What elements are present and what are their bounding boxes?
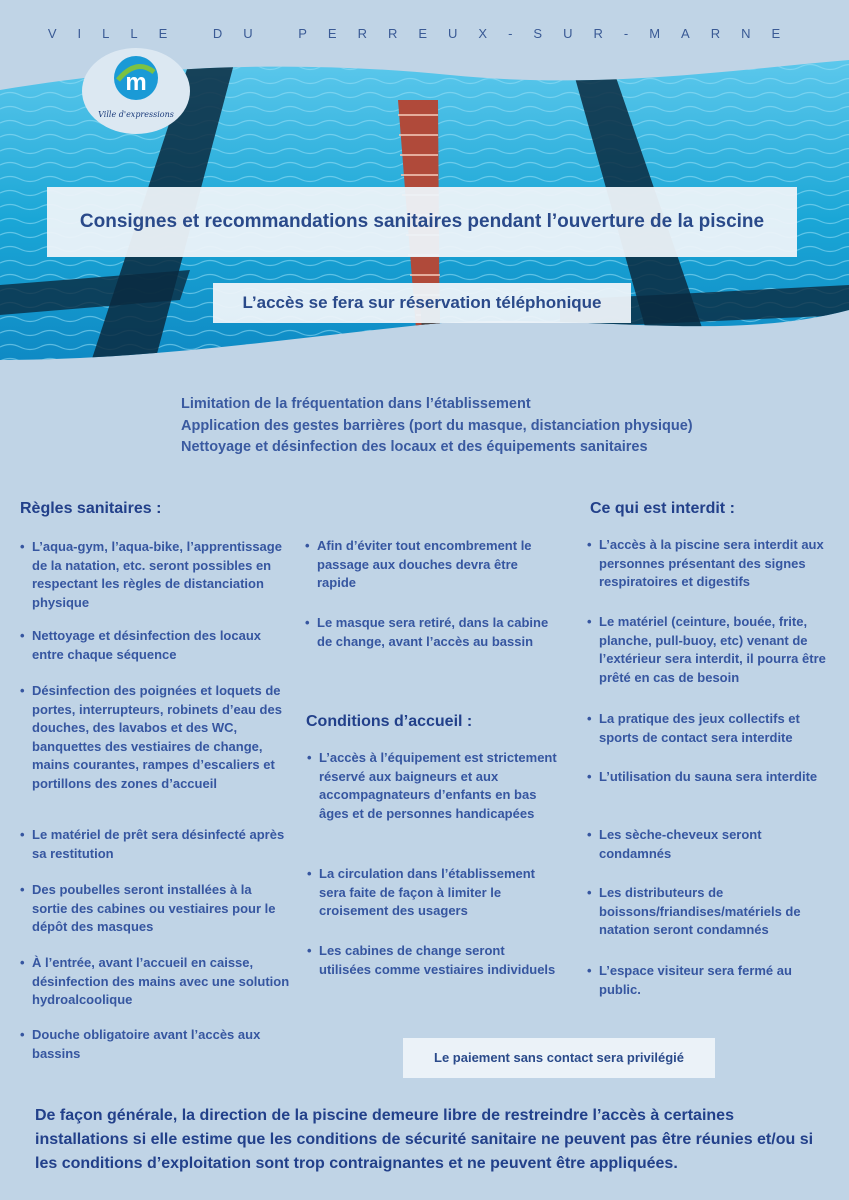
conditions-title: Conditions d’accueil :: [306, 713, 473, 730]
intro-line: Nettoyage et désinfection des locaux et des équipements sanitaires: [181, 439, 648, 455]
intro-list: [181, 394, 801, 459]
city-logo: [82, 48, 190, 134]
list-item: • Les sèche-cheveux seront condamnés: [587, 826, 832, 863]
logo-tagline: Ville d'expressions: [98, 110, 174, 119]
regles-title: Règles sanitaires :: [20, 500, 162, 517]
list-item: • Le matériel de prêt sera désinfecté après sa restitution: [20, 826, 290, 863]
footer-note: De façon générale, la direction de la piscine demeure libre de restreindre l’accès à certaines installations si elle estime que les conditions de sécurité sanitaire ne peuvent pas être réunies et/ou si les conditions d’exploitation sont trop contraignantes et ne peuvent être appliquées.: [35, 1107, 814, 1172]
svg-text:m: m: [125, 69, 147, 96]
list-item: • L’accès à l’équipement est strictement réservé aux baigneurs et aux accompagnateurs d’enfants en bas âges et de personnes handicapées: [307, 749, 557, 823]
list-item: • L’utilisation du sauna sera interdite: [587, 768, 832, 787]
interdit-title: Ce qui est interdit :: [590, 500, 735, 517]
list-item: • L’aqua-gym, l’aqua-bike, l’apprentissage de la natation, etc. seront possibles en respectant les règles de distanciation physique: [20, 538, 290, 612]
list-item: • Nettoyage et désinfection des locaux entre chaque séquence: [20, 627, 290, 664]
list-item: • Les cabines de change seront utilisées comme vestiaires individuels: [307, 942, 557, 979]
intro-line: Application des gestes barrières (port du masque, distanciation physique): [181, 417, 693, 434]
intro-line: Limitation de la fréquentation dans l’établissement: [181, 396, 531, 412]
list-item: • L’accès à la piscine sera interdit aux personnes présentant des signes respiratoires et digestifs: [587, 536, 832, 592]
reservation-banner: L’accès se fera sur réservation téléphonique: [213, 283, 631, 323]
list-item: • La circulation dans l’établissement sera faite de façon à limiter le croisement des usagers: [307, 865, 557, 921]
payment-banner: Le paiement sans contact sera privilégié: [403, 1038, 715, 1078]
list-item: • Afin d’éviter tout encombrement le passage aux douches devra être rapide: [305, 537, 555, 593]
list-item: • La pratique des jeux collectifs et sports de contact sera interdite: [587, 710, 832, 747]
page-title: Consignes et recommandations sanitaires pendant l’ouverture de la piscine: [47, 187, 797, 257]
list-item: • Les distributeurs de boissons/friandises/matériels de natation seront condamnés: [587, 884, 832, 940]
list-item: • Désinfection des poignées et loquets de portes, interrupteurs, robinets d’eau des douches, des lavabos et des WC, banquettes des vestiaires de change, mains courantes, rampes d’escaliers et portillons des zones d’accueil: [20, 682, 290, 793]
list-item: • Le masque sera retiré, dans la cabine de change, avant l’accès au bassin: [305, 614, 555, 651]
list-item: • Douche obligatoire avant l’accès aux bassins: [20, 1026, 290, 1063]
city-header: VILLE DU PERREUX-SUR-MARNE: [47, 26, 802, 41]
list-item: • À l’entrée, avant l’accueil en caisse, désinfection des mains avec une solution hydroalcoolique: [20, 954, 290, 1010]
logo-icon: [106, 50, 166, 110]
list-item: • Des poubelles seront installées à la sortie des cabines ou vestiaires pour le dépôt des masques: [20, 881, 290, 937]
list-item: • Le matériel (ceinture, bouée, frite, planche, pull-buoy, etc) venant de l’extérieur sera interdit, il pourra être prêté en cas de besoin: [587, 613, 832, 687]
list-item: • L’espace visiteur sera fermé au public.: [587, 962, 832, 999]
